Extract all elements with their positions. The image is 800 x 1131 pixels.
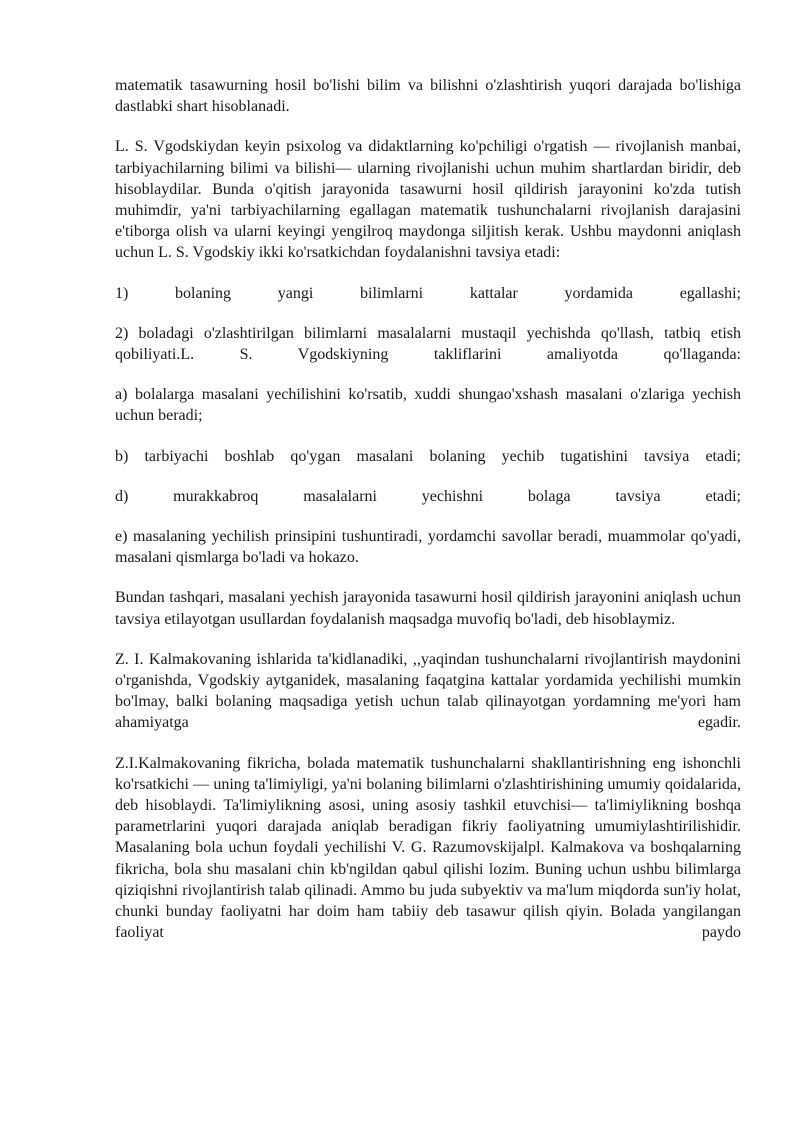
list-item-paragraph: a) bolalarga masalani yechilishini ko'rsatib, xuddi shungao'xshash masalani o'zlariga yechish uchun beradi;	[115, 386, 741, 425]
paragraph: matematik tasawurning hosil bo'lishi bilim va bilishni o'zlashtirish yuqori darajada bo'lishiga dastlabki shart hisoblanadi.	[115, 77, 741, 116]
paragraph: L. S. Vgodskiydan keyin psixolog va didaktlarning ko'pchiligi o'rgatish — rivojlanish manbai, tarbiyachilarning bilimi va bilishi— ularning rivojlanishi uchun muhim shartlardan biridir, deb hisoblaydilar. Bunda o'qitish jarayonida tasawurni hosil qildirish jarayonini ko'zda tutish muhimdir, ya'ni tarbiyachilarning egallagan matematik tushunchalarni rivojlanish darajasini e'tiborga olish va ularni keyingi yengilroq maydonga siljitish kerak. Ushbu maydonni aniqlash uchun L. S. Vgodskiy ikki ko'rsatkichdan foydalanishni tavsiya etadi:	[115, 138, 741, 262]
list-item-paragraph: b) tarbiyachi boshlab qo'ygan masalani bolaning yechib tugatishini tavsiya etadi;	[115, 447, 741, 465]
list-item-paragraph: e) masalaning yechilish prinsipini tushuntiradi, yordamchi savollar beradi, muammolar qo'yadi, masalani qismlarga bo'ladi va hokazo.	[115, 528, 741, 567]
paragraph: Z. I. Kalmakovaning ishlarida ta'kidlanadiki, ,,yaqindan tushunchalarni rivojlantirish maydonini o'rganishda, Vgodskiy aytganidek, masalaning faqatgina kattalar yordamida yechilishi mumkin bo'lmay, balki bolaning maqsadiga yetish uchun talab qilinayotgan yordamning me'yori ham ahamiyatga egadir.	[115, 650, 741, 732]
list-item-paragraph: 2) boladagi o'zlashtirilgan bilimlarni masalalarni mustaqil yechishda qo'llash, tatbiq etish qobiliyati.L. S. Vgodskiyning takliflarini amaliyotda qo'llaganda:	[115, 324, 741, 364]
paragraph: Z.I.Kalmakovaning fikricha, bolada matematik tushunchalarni shakllantirishning eng ishonchli ko'rsatkichi — uning ta'limiyligi, ya'ni bolaning bilimlarni o'zlashtirishining umumiy qoidalarida, deb hisoblaydi. Ta'limiylikning asosi, uning asosiy tashkil etuvchisi— ta'limiylikning boshqa parametrlarini yuqori darajada aniqlab beradigan fikriy faoliyatning umumiylashtirilishidir. Masalaning bola uchun foydali yechilishi V. G. Razumovskijalpl. Kalmakova va boshqalarning fikricha, bola shu masalani chin kb'ngildan qabul qilishi lozim. Buning uchun ushbu bilimlarga qiziqishni rivojlantirish talab qilinadi. Ammo bu juda subyektiv va ma'lum miqdorda sun'iy holat, chunki bunday faoliyatni har doim ham tabiiy deb tasawur qilish qiyin. Bolada yangilangan faoliyat paydo	[115, 754, 741, 942]
paragraph: Bundan tashqari, masalani yechish jarayonida tasawurni hosil qildirish jarayonini aniqlash uchun tavsiya etilayotgan usullardan foydalanish maqsadga muvofiq bo'ladi, deb hisoblaymiz.	[115, 589, 741, 628]
list-item-paragraph: d) murakkabroq masalalarni yechishni bolaga tavsiya etadi;	[115, 487, 741, 505]
document-body	[115, 75, 741, 963]
list-item-paragraph: 1) bolaning yangi bilimlarni kattalar yordamida egallashi;	[115, 284, 741, 302]
